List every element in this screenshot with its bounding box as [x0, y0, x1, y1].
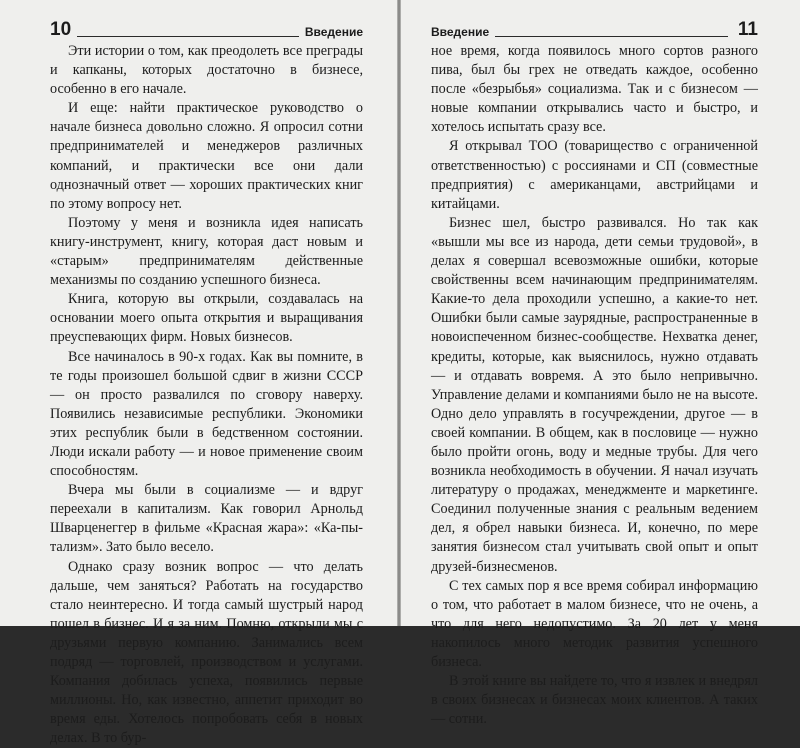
paragraph: Эти истории о том, как преодолеть все преграды и капканы, которых достаточно в бизнесе, особенно в его начале.: [50, 43, 363, 98]
running-title: Введение: [304, 25, 363, 39]
paragraph: Книга, которую вы открыли, создавалась на основании моего опыта открытия и выращивания преуспевающих фирм. Новых бизнесов.: [50, 291, 363, 346]
right-page-body: [431, 42, 758, 729]
header-rule: [77, 36, 299, 37]
right-page-header: [431, 16, 758, 40]
left-page-header: [50, 16, 363, 40]
paragraph: И еще: найти практическое руководство о начале бизнеса довольно сложно. Я опросил сотни предпринимателей и менеджеров различных компаний, и практически все они дали однозначный ответ — хороших практических книг по этому вопросу нет.: [50, 100, 363, 212]
paragraph: С тех самых пор я все время собирал информацию о том, что работает в малом бизнесе, что не очень, а что для него недопустимо. За 20 лет у меня накопилось много методик развития успешного бизнеса.: [431, 577, 758, 670]
left-page-body: [50, 42, 363, 748]
left-page: [0, 0, 397, 747]
paragraph: Поэтому у меня и возникла идея написать книгу-инструмент, книгу, которая даст новым и «старым» предпринимателям действенные механизмы по созданию успешного бизнеса.: [50, 214, 363, 289]
running-title: Введение: [431, 25, 490, 39]
right-page: [401, 0, 800, 728]
paragraph: В этой книге вы найдете то, что я извлек и внедрял в своих бизнесах и бизнесах моих клиентов. А таких — сотни.: [431, 673, 758, 728]
header-rule: [495, 36, 728, 37]
paragraph: Все начиналось в 90-х годах. Как вы помните, в те годы произошел большой сдвиг в жизни СССР — он просто развалился по сговору наверху. Появились независимые республики. Экономики этих республик были в бедственном состоянии. Люди искали работу — и новое применение своим способностям.: [50, 348, 363, 480]
paragraph: Вчера мы были в социализме — и вдруг переехали в капитализм. Как говорил Арнольд Шварценеггер в фильме «Красная жара»: «Ка-пы-тализм». Зато было весело.: [50, 482, 363, 556]
paragraph: Однако сразу возник вопрос — что делать дальше, чем заняться? Работать на государство стало неинтересно. И тогда самый шустрый народ пошел в бизнес. И я за ним. Помню, открыли мы с друзьями первую компанию. Занимались всем подряд — торговлей, производством и услугами. Компания добилась успеха, появились первые миллионы. Но, как известно, аппетит приходит во время еды. Хотелось попробовать себя в новых делах. В то бур-: [50, 558, 363, 747]
page-number: 10: [50, 19, 72, 40]
paragraph: Я открывал ТОО (товарищество с ограниченной ответственностью) с россиянами и СП (совместные предприятия) с американцами, австрийцами и китайцами.: [431, 138, 758, 212]
page-number: 11: [737, 19, 758, 40]
paragraph: Бизнес шел, быстро развивался. Но так как «вышли мы все из народа, дети семьи трудовой», в делах я совершал всевозможные ошибки, которые свойственны всем начинающим предпринимателям. Какие-то дела проходили успешно, а какие-то нет. Ошибки были самые заурядные, распространенные в новоиспеченном бизнес-сообществе. Нехватка денег, кредиты, которые, как выяснилось, нужно отдавать — и отдавать вовремя. А это было непривычно. Управление делами и компаниями было не на высоте. Одно дело управлять в госучреждении, другое — в своей компании. В общем, как в пословице — нужно было пройти огонь, воду и медные трубы. Для чего возникла необходимость в обучении. Я начал изучать литературу о продажах, менеджменте и маркетинге. Соединил полученные знания с реальным ведением дел, я обрел навыки бизнеса. И, конечно, по мере занятия бизнесом стал учитывать свой опыт и опыт друзей-бизнесменов.: [431, 214, 758, 575]
paragraph-continuation: ное время, когда появилось много сортов разного пива, был бы грех не отведать каждое, особенно после «безрыбья» социализма. Так и с бизнесом — новые компании открывались часто и быстро, и хотелось испытать сразу все.: [431, 43, 758, 136]
